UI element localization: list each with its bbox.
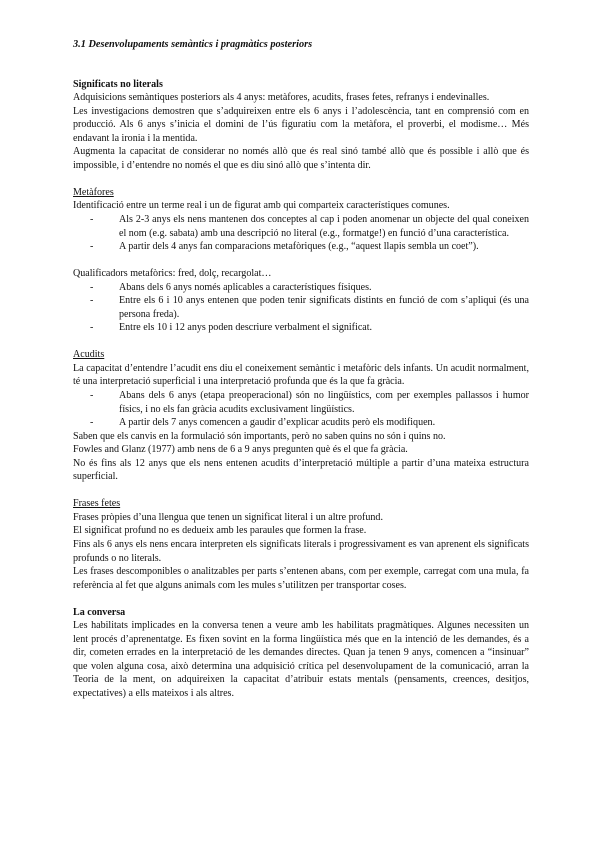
paragraph: Qualificadors metafòrics: fred, dolç, recargolat… <box>73 268 272 280</box>
list-item-text: A partir dels 7 anys comencen a gaudir d’explicar acudits però els modifiquen. <box>119 417 436 429</box>
dash-marker: - <box>90 241 94 253</box>
paragraph: Les investigacions demostren que s’adquireixen entre els 6 anys i l’adolescència, tant en comprensió com en producció. Als 6 anys s’inicia el domini de l’ús figuratiu com la metàfora, el proverbi, el modisme… Més endavant la ironia i la mentida. <box>73 105 529 144</box>
paragraph: La capacitat d’entendre l’acudit ens diu el coneixement semàntic i metafòric dels infants. Un acudit normalment, té una interpretació superficial i una interpretació profunda que és la que fa gràcia. <box>73 362 529 388</box>
heading-acudits: Acudits <box>73 349 105 361</box>
dash-marker: - <box>90 389 94 401</box>
list-item-text: Entre els 6 i 10 anys entenen que poden tenir significats distints en funció de com s’apliqui (és una persona freda). <box>119 295 529 320</box>
paragraph: Fins als 6 anys els nens encara interpreten els significats literals i progressivament es van aprenent els significats profunds o no literals. <box>73 538 529 564</box>
heading-frases-fetes: Frases fetes <box>73 498 121 510</box>
list-item-text: A partir dels 4 anys fan comparacions metafòriques (e.g., “aquest llapis sembla un coet”). <box>119 241 479 253</box>
dash-marker: - <box>90 417 94 429</box>
paragraph: El significat profund no es dedueix amb les paraules que formen la frase. <box>73 525 367 537</box>
paragraph: Identificació entre un terme real i un de figurat amb qui comparteix característiques comunes. <box>73 200 450 212</box>
list-item-text: Als 2-3 anys els nens mantenen dos conceptes al cap i poden anomenar un objecte del qual coneixen el nom (e.g. sabata) amb una descripció no literal (e.g., formatge!) en funció d’una característica. <box>119 213 529 239</box>
section-metafores <box>73 186 529 335</box>
list-item-text: Abans dels 6 anys (etapa preoperacional) són no lingüístics, com per exemples pallassos i humor físics, i no els fan gràcia acudits exclusivament lingüístics. <box>119 389 529 415</box>
heading-metafores: Metàfores <box>73 186 114 198</box>
paragraph: Les frases descomponibles o analitzables per parts s’entenen abans, com per exemple, carregat com una mula, fa referència al fet que alguns animals com les mules s’utilitzen per transportar coses. <box>73 566 529 591</box>
dash-marker: - <box>90 322 94 334</box>
document-page <box>73 38 529 714</box>
section-significats <box>73 78 529 173</box>
heading-significats: Significats no literals <box>73 78 163 90</box>
paragraph: Fowles and Glanz (1977) amb nens de 6 a 9 anys pregunten què és el que fa gràcia. <box>73 444 408 456</box>
list-item <box>73 213 529 240</box>
heading-conversa: La conversa <box>73 606 126 618</box>
paragraph: Frases pròpies d’una llengua que tenen un significat literal i un altre profund. <box>73 511 383 523</box>
paragraph: Saben que els canvis en la formulació són importants, però no saben quins no són i quins no. <box>73 430 446 442</box>
dash-marker: - <box>90 295 94 307</box>
list-item <box>73 294 529 321</box>
paragraph: Augmenta la capacitat de considerar no només allò que és real sinó també allò que és possible i allò que és impossible, i d’entendre no només el que es diu sinó allò que s’intenta dir. <box>73 146 529 171</box>
paragraph: Adquisicions semàntiques posteriors als 4 anys: metàfores, acudits, frases fetes, refranys i endevinalles. <box>73 92 490 104</box>
dash-marker: - <box>90 281 94 293</box>
list-item-text: Abans dels 6 anys només aplicables a característiques físiques. <box>119 281 372 293</box>
bullet-list <box>73 213 529 254</box>
list-item <box>73 240 529 254</box>
list-item-text: Entre els 10 i 12 anys poden descriure verbalment el significat. <box>119 322 373 334</box>
paragraph: No és fins als 12 anys que els nens entenen acudits d’interpretació múltiple a partir d’una mateixa estructura superficial. <box>73 457 529 483</box>
spacer <box>73 254 529 268</box>
list-item <box>73 389 529 416</box>
page-title: 3.1 Desenvolupaments semàntics i pragmàtics posteriors <box>73 39 313 50</box>
section-frases-fetes <box>73 497 529 592</box>
list-item <box>73 281 529 295</box>
section-acudits <box>73 348 529 483</box>
list-item <box>73 416 529 430</box>
bullet-list <box>73 281 529 335</box>
paragraph: Les habilitats implicades en la conversa tenen a veure amb les habilitats pragmàtiques. Algunes necessiten un lent procés d’aprenentatge. Es fixen sovint en la forma lingüística més que en la intenció de les demandes, és a dir, cometen errades en la interpretació de les demandes directes. Quan ja tenen 9 anys, comencen a “insinuar” que volen alguna cosa, això determina una adquisició crítica pel desenvolupament de la comunicació, arran la Teoria de la ment, on adquireixen la capacitat d’atribuir estats mentals (pensaments, creences, desitjos, expectatives) a ells mateixos i als altres. <box>73 620 529 699</box>
bullet-list <box>73 389 529 430</box>
dash-marker: - <box>90 213 94 225</box>
list-item <box>73 321 529 335</box>
section-conversa <box>73 606 529 701</box>
